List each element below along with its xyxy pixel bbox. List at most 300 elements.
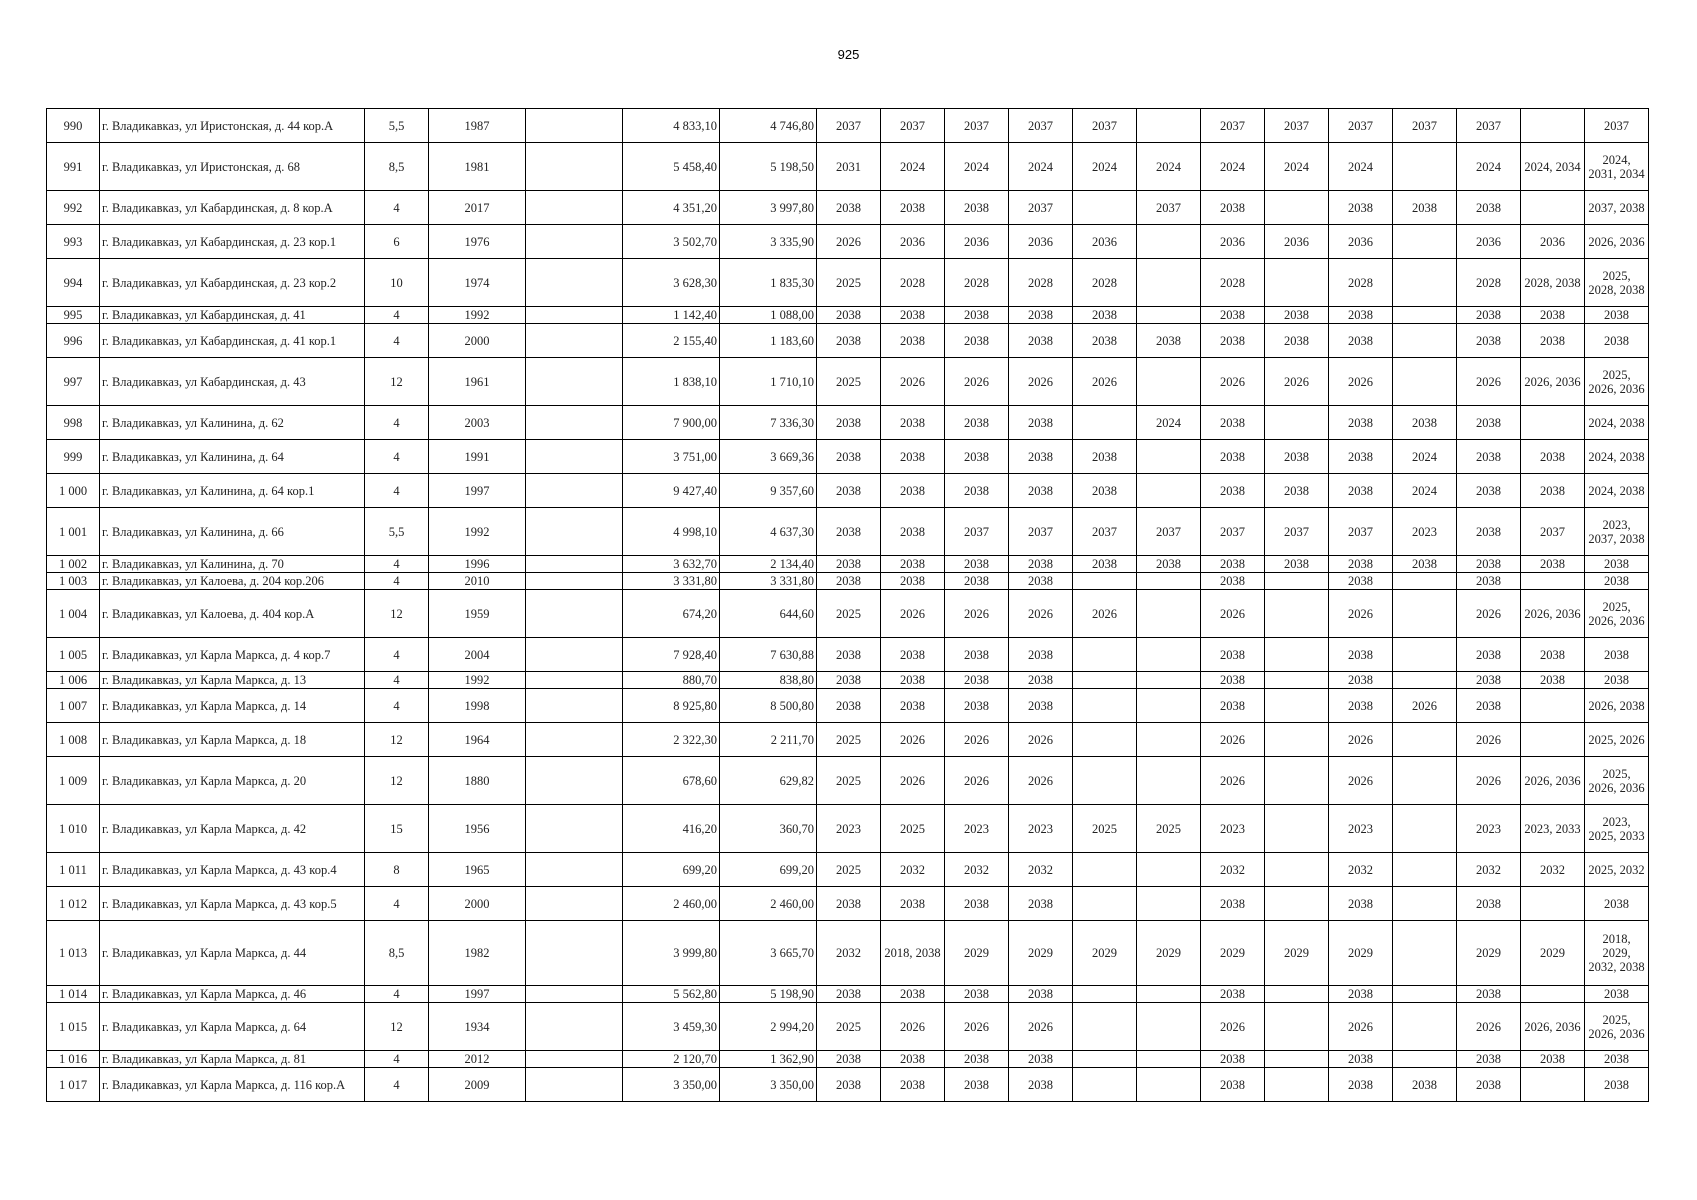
work-year-cell: [1521, 986, 1585, 1003]
work-year-cell: [1393, 986, 1457, 1003]
work-year-cell: [1521, 887, 1585, 921]
work-year-cell: 2028: [1329, 259, 1393, 307]
work-year-cell: 2038: [1393, 556, 1457, 573]
work-year-cell: 2038: [945, 406, 1009, 440]
work-year-cell: 2038: [1521, 307, 1585, 324]
work-year-cell: [1073, 887, 1137, 921]
work-year-cell: 2038: [1009, 324, 1073, 358]
work-year-cell: 2023: [1393, 508, 1457, 556]
work-year-cell: 2029: [1201, 921, 1265, 986]
work-year-cell: 2025: [1073, 805, 1137, 853]
work-year-cell: 2038: [881, 672, 945, 689]
table-row: [47, 191, 1649, 225]
work-year-cell: 2038: [1457, 508, 1521, 556]
work-year-cell: 2038: [1201, 672, 1265, 689]
work-year-cell: [1137, 109, 1201, 143]
work-year-cell: 2037: [1585, 109, 1649, 143]
area-living-cell: 5 198,50: [720, 143, 817, 191]
work-year-cell: [1073, 1003, 1137, 1051]
work-year-cell: 2038: [945, 440, 1009, 474]
area-total-cell: 1 142,40: [623, 307, 720, 324]
work-year-cell: 2038: [881, 887, 945, 921]
empty-cell: [526, 225, 623, 259]
work-year-cell: [1265, 986, 1329, 1003]
work-year-cell: 2024, 2034: [1521, 143, 1585, 191]
work-year-cell: 2038: [945, 689, 1009, 723]
year-cell: 1992: [429, 508, 526, 556]
floors-cell: 15: [365, 805, 429, 853]
work-year-cell: 2026: [881, 757, 945, 805]
empty-cell: [526, 474, 623, 508]
year-cell: 2009: [429, 1068, 526, 1102]
empty-cell: [526, 986, 623, 1003]
year-cell: 1965: [429, 853, 526, 887]
work-year-cell: 2038: [881, 573, 945, 590]
table-row: [47, 440, 1649, 474]
work-year-cell: [1393, 723, 1457, 757]
work-year-cell: 2038: [1009, 689, 1073, 723]
work-year-cell: 2037: [1329, 109, 1393, 143]
area-living-cell: 1 362,90: [720, 1051, 817, 1068]
row-number-cell: 1 000: [47, 474, 100, 508]
work-year-cell: 2038: [1073, 307, 1137, 324]
work-year-cell: 2023: [1329, 805, 1393, 853]
work-year-cell: 2038: [1457, 324, 1521, 358]
area-living-cell: 644,60: [720, 590, 817, 638]
work-year-cell: [1393, 225, 1457, 259]
work-year-cell: 2024: [1265, 143, 1329, 191]
work-year-cell: 2038: [1521, 440, 1585, 474]
work-year-cell: 2038: [881, 324, 945, 358]
work-year-cell: 2038: [945, 556, 1009, 573]
work-year-cell: 2038: [1073, 556, 1137, 573]
row-number-cell: 1 009: [47, 757, 100, 805]
address-cell: г. Владикавказ, ул Карла Маркса, д. 46: [100, 986, 365, 1003]
work-year-cell: [1137, 259, 1201, 307]
table-row: [47, 1051, 1649, 1068]
area-total-cell: 3 331,80: [623, 573, 720, 590]
work-year-cell: 2038: [1585, 556, 1649, 573]
work-year-cell: 2029: [1137, 921, 1201, 986]
work-year-cell: [1073, 672, 1137, 689]
work-year-cell: 2037: [1201, 109, 1265, 143]
floors-cell: 4: [365, 191, 429, 225]
area-total-cell: 3 502,70: [623, 225, 720, 259]
work-year-cell: 2038: [945, 638, 1009, 672]
area-total-cell: 2 120,70: [623, 1051, 720, 1068]
work-year-cell: 2025: [817, 1003, 881, 1051]
work-year-cell: 2038: [1201, 406, 1265, 440]
area-living-cell: 4 746,80: [720, 109, 817, 143]
work-year-cell: 2032: [945, 853, 1009, 887]
address-cell: г. Владикавказ, ул Кабардинская, д. 8 кор.А: [100, 191, 365, 225]
work-year-cell: 2038: [1329, 324, 1393, 358]
work-year-cell: 2038: [1521, 638, 1585, 672]
work-year-cell: [1073, 638, 1137, 672]
work-year-cell: 2028: [881, 259, 945, 307]
address-cell: г. Владикавказ, ул Кабардинская, д. 43: [100, 358, 365, 406]
area-total-cell: 7 928,40: [623, 638, 720, 672]
work-year-cell: 2023, 2033: [1521, 805, 1585, 853]
work-year-cell: 2038: [817, 440, 881, 474]
work-year-cell: 2038: [1585, 324, 1649, 358]
floors-cell: 4: [365, 638, 429, 672]
work-year-cell: [1137, 307, 1201, 324]
work-year-cell: 2038: [1009, 986, 1073, 1003]
floors-cell: 4: [365, 573, 429, 590]
area-total-cell: 3 751,00: [623, 440, 720, 474]
work-year-cell: 2038: [1457, 986, 1521, 1003]
work-year-cell: 2018, 2038: [881, 921, 945, 986]
address-cell: г. Владикавказ, ул Кабардинская, д. 23 кор.1: [100, 225, 365, 259]
year-cell: 2012: [429, 1051, 526, 1068]
table-row: [47, 474, 1649, 508]
table-row: [47, 672, 1649, 689]
work-year-cell: 2026: [945, 590, 1009, 638]
row-number-cell: 992: [47, 191, 100, 225]
area-living-cell: 360,70: [720, 805, 817, 853]
empty-cell: [526, 573, 623, 590]
work-year-cell: 2038: [945, 1068, 1009, 1102]
work-year-cell: 2038: [1009, 573, 1073, 590]
address-cell: г. Владикавказ, ул Калинина, д. 64 кор.1: [100, 474, 365, 508]
work-year-cell: 2038: [945, 191, 1009, 225]
work-year-cell: 2037, 2038: [1585, 191, 1649, 225]
work-year-cell: 2038: [1329, 1051, 1393, 1068]
area-living-cell: 3 997,80: [720, 191, 817, 225]
row-number-cell: 994: [47, 259, 100, 307]
work-year-cell: 2026: [1329, 1003, 1393, 1051]
empty-cell: [526, 723, 623, 757]
area-living-cell: 2 994,20: [720, 1003, 817, 1051]
work-year-cell: [1265, 191, 1329, 225]
address-cell: г. Владикавказ, ул Калинина, д. 64: [100, 440, 365, 474]
year-cell: 1974: [429, 259, 526, 307]
year-cell: 1934: [429, 1003, 526, 1051]
empty-cell: [526, 259, 623, 307]
work-year-cell: 2029: [1329, 921, 1393, 986]
work-year-cell: [1265, 757, 1329, 805]
work-year-cell: 2032: [1329, 853, 1393, 887]
work-year-cell: 2038: [1585, 573, 1649, 590]
work-year-cell: [1393, 307, 1457, 324]
area-total-cell: 9 427,40: [623, 474, 720, 508]
work-year-cell: 2028, 2038: [1521, 259, 1585, 307]
work-year-cell: 2038: [1457, 887, 1521, 921]
work-year-cell: 2023, 2037, 2038: [1585, 508, 1649, 556]
area-total-cell: 2 322,30: [623, 723, 720, 757]
area-living-cell: 7 630,88: [720, 638, 817, 672]
empty-cell: [526, 556, 623, 573]
work-year-cell: 2038: [1329, 440, 1393, 474]
empty-cell: [526, 307, 623, 324]
table-row: [47, 259, 1649, 307]
area-total-cell: 3 632,70: [623, 556, 720, 573]
work-year-cell: 2038: [1329, 191, 1393, 225]
work-year-cell: 2026: [1009, 1003, 1073, 1051]
table-row: [47, 805, 1649, 853]
work-year-cell: [1073, 191, 1137, 225]
work-year-cell: 2026: [945, 723, 1009, 757]
work-year-cell: 2032: [1521, 853, 1585, 887]
work-year-cell: 2026: [1393, 689, 1457, 723]
work-year-cell: 2038: [1457, 672, 1521, 689]
row-number-cell: 1 004: [47, 590, 100, 638]
work-year-cell: 2038: [1265, 307, 1329, 324]
floors-cell: 8,5: [365, 143, 429, 191]
work-year-cell: 2032: [1009, 853, 1073, 887]
work-year-cell: 2026: [1457, 590, 1521, 638]
work-year-cell: [1137, 1051, 1201, 1068]
work-year-cell: 2037: [1009, 508, 1073, 556]
work-year-cell: [1137, 1003, 1201, 1051]
work-year-cell: 2038: [1137, 556, 1201, 573]
row-number-cell: 1 003: [47, 573, 100, 590]
table-row: [47, 573, 1649, 590]
work-year-cell: 2028: [1201, 259, 1265, 307]
empty-cell: [526, 590, 623, 638]
work-year-cell: 2038: [1009, 887, 1073, 921]
work-year-cell: [1265, 853, 1329, 887]
table-row: [47, 307, 1649, 324]
row-number-cell: 998: [47, 406, 100, 440]
work-year-cell: 2038: [1457, 191, 1521, 225]
year-cell: 1982: [429, 921, 526, 986]
work-year-cell: 2038: [945, 672, 1009, 689]
work-year-cell: 2038: [945, 573, 1009, 590]
area-living-cell: 1 835,30: [720, 259, 817, 307]
floors-cell: 4: [365, 1068, 429, 1102]
work-year-cell: 2038: [1073, 440, 1137, 474]
work-year-cell: 2038: [817, 324, 881, 358]
work-year-cell: 2038: [945, 986, 1009, 1003]
table-row: [47, 358, 1649, 406]
work-year-cell: 2038: [1457, 307, 1521, 324]
work-year-cell: 2038: [881, 191, 945, 225]
work-year-cell: 2038: [945, 307, 1009, 324]
area-total-cell: 674,20: [623, 590, 720, 638]
floors-cell: 4: [365, 440, 429, 474]
work-year-cell: [1137, 474, 1201, 508]
work-year-cell: 2037: [1137, 191, 1201, 225]
table-row: [47, 1068, 1649, 1102]
work-year-cell: 2023: [817, 805, 881, 853]
work-year-cell: 2038: [1329, 474, 1393, 508]
work-year-cell: 2038: [881, 474, 945, 508]
work-year-cell: 2038: [817, 307, 881, 324]
work-year-cell: 2038: [1329, 986, 1393, 1003]
address-cell: г. Владикавказ, ул Кабардинская, д. 41: [100, 307, 365, 324]
area-living-cell: 699,20: [720, 853, 817, 887]
work-year-cell: 2036: [881, 225, 945, 259]
work-year-cell: 2038: [945, 1051, 1009, 1068]
work-year-cell: 2037: [1073, 109, 1137, 143]
address-cell: г. Владикавказ, ул Карла Маркса, д. 13: [100, 672, 365, 689]
work-year-cell: 2038: [945, 324, 1009, 358]
work-year-cell: [1137, 573, 1201, 590]
year-cell: 1987: [429, 109, 526, 143]
work-year-cell: 2026: [1329, 358, 1393, 406]
empty-cell: [526, 805, 623, 853]
work-year-cell: 2037: [1009, 109, 1073, 143]
area-total-cell: 3 459,30: [623, 1003, 720, 1051]
work-year-cell: 2038: [1329, 887, 1393, 921]
work-year-cell: 2029: [1009, 921, 1073, 986]
work-year-cell: [1265, 1068, 1329, 1102]
work-year-cell: 2025: [817, 853, 881, 887]
work-year-cell: [1393, 1051, 1457, 1068]
work-year-cell: 2026: [1329, 757, 1393, 805]
work-year-cell: [1265, 1051, 1329, 1068]
work-year-cell: [1073, 986, 1137, 1003]
work-year-cell: 2026: [1009, 590, 1073, 638]
floors-cell: 4: [365, 474, 429, 508]
floors-cell: 8,5: [365, 921, 429, 986]
empty-cell: [526, 1068, 623, 1102]
work-year-cell: 2038: [1329, 638, 1393, 672]
work-year-cell: 2038: [817, 508, 881, 556]
area-total-cell: 2 460,00: [623, 887, 720, 921]
work-year-cell: 2026: [1265, 358, 1329, 406]
work-year-cell: 2024: [1201, 143, 1265, 191]
work-year-cell: 2026: [1201, 723, 1265, 757]
area-living-cell: 1 088,00: [720, 307, 817, 324]
work-year-cell: 2028: [1073, 259, 1137, 307]
work-year-cell: 2025: [817, 259, 881, 307]
work-year-cell: 2036: [1009, 225, 1073, 259]
work-year-cell: 2029: [1073, 921, 1137, 986]
work-year-cell: 2038: [1265, 440, 1329, 474]
area-total-cell: 4 998,10: [623, 508, 720, 556]
work-year-cell: [1137, 723, 1201, 757]
work-year-cell: [1393, 887, 1457, 921]
area-total-cell: 3 628,30: [623, 259, 720, 307]
work-year-cell: [1137, 440, 1201, 474]
area-total-cell: 5 562,80: [623, 986, 720, 1003]
area-living-cell: 3 665,70: [720, 921, 817, 986]
work-year-cell: 2026, 2036: [1585, 225, 1649, 259]
work-year-cell: 2038: [1393, 406, 1457, 440]
floors-cell: 4: [365, 324, 429, 358]
year-cell: 1997: [429, 986, 526, 1003]
area-living-cell: 4 637,30: [720, 508, 817, 556]
address-cell: г. Владикавказ, ул Калинина, д. 66: [100, 508, 365, 556]
work-year-cell: 2026: [881, 1003, 945, 1051]
work-year-cell: 2026: [945, 1003, 1009, 1051]
work-year-cell: 2038: [1457, 1068, 1521, 1102]
work-year-cell: 2026: [1009, 358, 1073, 406]
work-year-cell: 2038: [1329, 307, 1393, 324]
work-year-cell: 2038: [881, 440, 945, 474]
work-year-cell: [1265, 723, 1329, 757]
work-year-cell: 2025, 2026, 2036: [1585, 590, 1649, 638]
work-year-cell: 2036: [1073, 225, 1137, 259]
floors-cell: 4: [365, 307, 429, 324]
work-year-cell: 2038: [1009, 1068, 1073, 1102]
work-year-cell: 2026: [1201, 590, 1265, 638]
table-row: [47, 508, 1649, 556]
work-year-cell: [1393, 1003, 1457, 1051]
row-number-cell: 1 017: [47, 1068, 100, 1102]
work-year-cell: 2038: [1521, 556, 1585, 573]
work-year-cell: 2025: [817, 590, 881, 638]
work-year-cell: 2018, 2029, 2032, 2038: [1585, 921, 1649, 986]
work-year-cell: [1393, 921, 1457, 986]
work-year-cell: [1265, 805, 1329, 853]
row-number-cell: 999: [47, 440, 100, 474]
work-year-cell: 2025: [817, 757, 881, 805]
work-year-cell: [1073, 1068, 1137, 1102]
year-cell: 2003: [429, 406, 526, 440]
work-year-cell: 2038: [1201, 689, 1265, 723]
year-cell: 1992: [429, 672, 526, 689]
row-number-cell: 1 002: [47, 556, 100, 573]
year-cell: 1880: [429, 757, 526, 805]
table-row: [47, 853, 1649, 887]
work-year-cell: 2026, 2036: [1521, 1003, 1585, 1051]
work-year-cell: [1137, 1068, 1201, 1102]
work-year-cell: 2038: [817, 689, 881, 723]
work-year-cell: 2028: [945, 259, 1009, 307]
work-year-cell: 2025, 2026, 2036: [1585, 1003, 1649, 1051]
work-year-cell: 2038: [1201, 573, 1265, 590]
work-year-cell: [1265, 689, 1329, 723]
table-row: [47, 556, 1649, 573]
area-living-cell: 2 460,00: [720, 887, 817, 921]
work-year-cell: [1137, 225, 1201, 259]
row-number-cell: 1 016: [47, 1051, 100, 1068]
work-year-cell: 2038: [881, 689, 945, 723]
area-total-cell: 3 350,00: [623, 1068, 720, 1102]
work-year-cell: 2024, 2038: [1585, 440, 1649, 474]
work-year-cell: 2026: [817, 225, 881, 259]
work-year-cell: 2026, 2036: [1521, 358, 1585, 406]
work-year-cell: 2038: [1521, 324, 1585, 358]
work-year-cell: 2038: [881, 1051, 945, 1068]
work-year-cell: 2024, 2038: [1585, 474, 1649, 508]
work-year-cell: 2038: [1457, 440, 1521, 474]
area-living-cell: 1 183,60: [720, 324, 817, 358]
work-year-cell: 2038: [1201, 307, 1265, 324]
year-cell: 2010: [429, 573, 526, 590]
work-year-cell: 2036: [1457, 225, 1521, 259]
year-cell: 1961: [429, 358, 526, 406]
year-cell: 1991: [429, 440, 526, 474]
area-total-cell: 678,60: [623, 757, 720, 805]
row-number-cell: 995: [47, 307, 100, 324]
work-year-cell: 2029: [1457, 921, 1521, 986]
work-year-cell: 2038: [1585, 672, 1649, 689]
work-year-cell: 2026: [1201, 757, 1265, 805]
work-year-cell: 2037: [1009, 191, 1073, 225]
work-year-cell: 2025, 2026, 2036: [1585, 757, 1649, 805]
work-year-cell: 2026: [1201, 358, 1265, 406]
work-year-cell: [1137, 689, 1201, 723]
row-number-cell: 1 001: [47, 508, 100, 556]
empty-cell: [526, 689, 623, 723]
year-cell: 2004: [429, 638, 526, 672]
work-year-cell: 2038: [1201, 1068, 1265, 1102]
work-year-cell: [1393, 757, 1457, 805]
work-year-cell: 2026: [1009, 723, 1073, 757]
work-year-cell: 2026: [1073, 358, 1137, 406]
work-year-cell: [1521, 406, 1585, 440]
work-year-cell: 2028: [1457, 259, 1521, 307]
table-row: [47, 689, 1649, 723]
work-year-cell: 2038: [1201, 440, 1265, 474]
work-year-cell: 2038: [1457, 573, 1521, 590]
work-year-cell: 2038: [1585, 986, 1649, 1003]
